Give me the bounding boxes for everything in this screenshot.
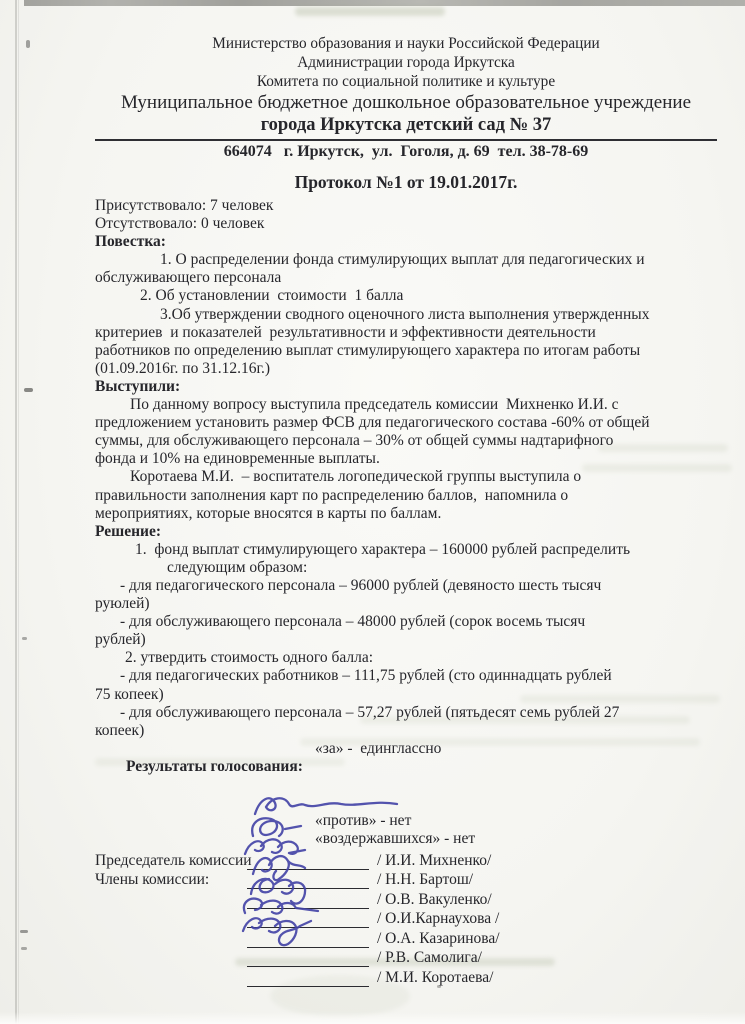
signature-row-member bbox=[95, 889, 717, 909]
speech-line: суммы, для обслуживающего персонала – 30% от общей суммы надтарифного bbox=[95, 432, 614, 450]
header-divider bbox=[95, 139, 717, 141]
signature-name: / М.И. Коротаева/ bbox=[377, 968, 494, 986]
signature-row-member bbox=[95, 948, 717, 968]
decision-line: рублей) bbox=[95, 631, 146, 649]
bleedthrough-smudge bbox=[295, 7, 445, 16]
speech-line: По данному вопросу выступила председатель комиссии Михненко И.И. с bbox=[130, 396, 619, 414]
decision-heading: Решение: bbox=[95, 522, 162, 540]
scan-bottom-fade bbox=[0, 1012, 745, 1024]
decision-line: 1. фонд выплат стимулирующего характера – 160000 рублей распределить bbox=[135, 540, 631, 558]
signature-name: / Р.В. Самолига/ bbox=[377, 949, 482, 967]
agenda-item: 3.Об утверждении сводного оценочного листа выполнения утвержденных bbox=[160, 305, 650, 323]
decision-line: руюлей) bbox=[95, 595, 150, 613]
signature-line bbox=[247, 850, 369, 870]
signature-block bbox=[95, 850, 717, 987]
voting-results bbox=[95, 740, 717, 812]
scan-speck bbox=[24, 388, 33, 392]
scan-speck bbox=[20, 930, 28, 933]
speech-line: правильности заполнения карт по распределению баллов, напомнила о bbox=[95, 486, 569, 504]
agenda-item: 1. О распределении фонда стимулирующих выплат для педагогических и bbox=[160, 251, 645, 269]
scan-speck bbox=[26, 40, 30, 48]
speech-line: мероприятиях, которые вносятся в карты по баллам. bbox=[95, 504, 442, 522]
scan-speck bbox=[22, 637, 27, 640]
signature-row-member bbox=[95, 967, 717, 987]
agenda-item: (01.09.2016г. по 31.12.16г.) bbox=[95, 359, 271, 377]
scan-left-line bbox=[15, 0, 17, 1024]
agenda-item: работников по определению выплат стимулирующего характера по итогам работы bbox=[95, 341, 641, 359]
signature-line bbox=[247, 870, 369, 890]
signature-line bbox=[247, 948, 369, 968]
speech-line: предложением установить размер ФСВ для педагогического состава -60% от общей bbox=[95, 414, 650, 432]
scan-speck bbox=[21, 947, 27, 950]
header-committee: Комитета по социальной политике и культуре bbox=[256, 73, 556, 90]
signature-line bbox=[247, 909, 369, 929]
signature-name: / О.В. Вакуленко/ bbox=[377, 890, 492, 908]
agenda-item: обслуживающего персонала bbox=[95, 269, 282, 287]
scan-edge-band bbox=[24, 0, 745, 6]
decision-line: 75 копеек) bbox=[95, 685, 164, 703]
signature-line bbox=[247, 889, 369, 909]
scan-left-line-faint bbox=[18, 0, 19, 1024]
protocol-title: Протокол №1 от 19.01.2017г. bbox=[294, 172, 518, 192]
chairman-label: Председатель комиссии bbox=[95, 851, 252, 869]
signature-line bbox=[247, 967, 369, 987]
decision-line: - для педагогического персонала – 96000 рублей (девяносто шесть тысяч bbox=[120, 576, 602, 594]
attendance-present: Присутствовало: 7 человек bbox=[95, 197, 274, 214]
header-institution: Муниципальное бюджетное дошкольное образовательное учреждение bbox=[121, 92, 691, 113]
decision-line: 2. утвердить стоимость одного балла: bbox=[125, 649, 373, 667]
signature-name: / И.И. Михненко/ bbox=[377, 851, 492, 869]
protocol-body bbox=[95, 197, 717, 848]
signature-name: / О.А. Казаринова/ bbox=[377, 929, 500, 947]
signature-row-member bbox=[95, 928, 717, 948]
vote-abstained: «воздержавшихся» - нет bbox=[315, 830, 476, 848]
decision-line: - для педагогических работников – 111,75 рублей (сто одиннадцать рублей bbox=[120, 667, 612, 685]
voting-results-label: Результаты голосования: bbox=[126, 757, 303, 775]
header-institution-name: города Иркутска детский сад № 37 bbox=[260, 115, 552, 135]
agenda-item: 2. Об установлении стоимости 1 балла bbox=[140, 287, 404, 305]
signature-row-member bbox=[95, 870, 717, 890]
speakers-heading: Выступили: bbox=[95, 377, 181, 395]
decision-line: - для обслуживающего персонала – 57,27 рублей (пятьдесят семь рублей 27 bbox=[120, 703, 620, 721]
signature-line bbox=[247, 928, 369, 948]
signature-row-member bbox=[95, 909, 717, 929]
vote-for: «за» - единглассно bbox=[315, 739, 442, 757]
decision-line: следующим образом: bbox=[167, 558, 308, 576]
header-administration: Администрации города Иркутска bbox=[297, 54, 515, 71]
agenda-item: критериев и показателей результативности и эффективности деятельности bbox=[95, 323, 596, 341]
document-content bbox=[95, 34, 717, 987]
speech-line: Коротаева М.И. – воспитатель логопедической группы выступила о bbox=[130, 468, 582, 486]
vote-against: «против» - нет bbox=[315, 812, 412, 830]
attendance-absent: Отсутствовало: 0 человек bbox=[95, 215, 265, 233]
header-address: 664074 г. Иркутск, ул. Гоголя, д. 69 тел. 38-78-69 bbox=[223, 143, 589, 160]
speech-line: фонда и 10% на единовременные выплаты. bbox=[95, 450, 380, 468]
signature-row-chairman bbox=[95, 850, 717, 870]
decision-line: - для обслуживающего персонала – 48000 рублей (сорок восемь тысяч bbox=[120, 613, 586, 631]
signature-name: / Н.Н. Бартош/ bbox=[377, 871, 474, 889]
agenda-heading: Повестка: bbox=[95, 233, 166, 251]
decision-line: копеек) bbox=[95, 721, 145, 739]
header-ministry: Министерство образования и науки Российской Федерации bbox=[212, 35, 600, 52]
members-label: Члены комиссии: bbox=[95, 871, 210, 889]
signature-name: / О.И.Карнаухова / bbox=[377, 910, 500, 928]
